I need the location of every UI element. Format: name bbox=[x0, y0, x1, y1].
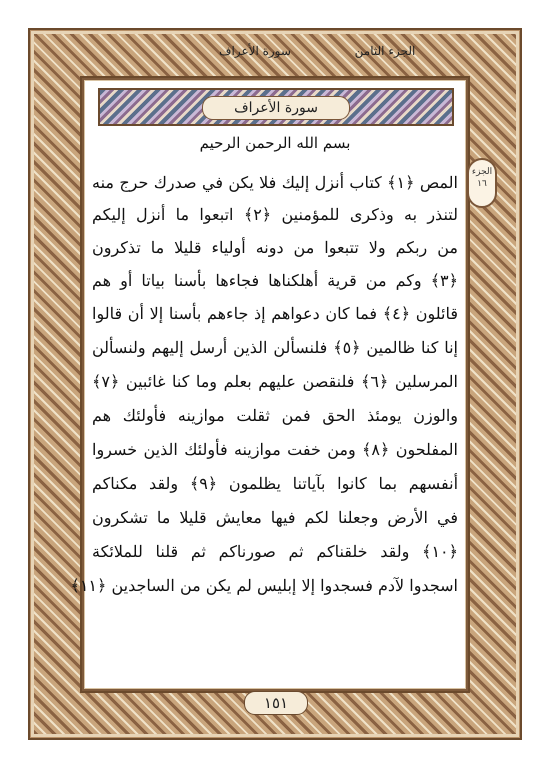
verse-line: ﴿٣﴾ وكم من قرية أهلكناها فجاءها بأسنا بياتا أو هم bbox=[92, 271, 458, 290]
page-number: ١٥١ bbox=[244, 691, 308, 715]
verse-line: المص ﴿١﴾ كتاب أنزل إليك فلا يكن في صدرك حرج منه bbox=[92, 173, 458, 192]
verse-line: ﴿١٠﴾ ولقد خلقناكم ثم صورناكم ثم قلنا للملائكة bbox=[92, 542, 458, 561]
verse-line: المفلحون ﴿٨﴾ ومن خفت موازينه فأولئك الذين خسروا bbox=[92, 440, 458, 459]
verse-line: إنا كنا ظالمين ﴿٥﴾ فلنسألن الذين أرسل إليهم ولنسألن bbox=[92, 338, 459, 357]
surah-title: سورة الأعراف bbox=[202, 96, 350, 120]
verse-line: المرسلين ﴿٦﴾ فلنقصن عليهم بعلم وما كنا غائبين ﴿٧﴾ bbox=[92, 372, 458, 391]
verse-line: من ربكم ولا تتبعوا من دونه أولياء قليلا ما تذكرون bbox=[92, 238, 458, 257]
juz-side-label: الجزء bbox=[471, 167, 493, 177]
surah-header: سورة الأعراف bbox=[219, 44, 291, 58]
verse-line: قائلون ﴿٤﴾ فما كان دعواهم إذ جاءهم بأسنا إلا أن قالوا bbox=[92, 304, 459, 323]
juz-side-marker bbox=[467, 158, 497, 208]
verse-line: اسجدوا لآدم فسجدوا إلا إبليس لم يكن من الساجدين ﴿١١﴾ bbox=[70, 576, 458, 595]
basmala: بسم الله الرحمن الرحيم bbox=[199, 134, 351, 152]
verse-line: لتنذر به وذكرى للمؤمنين ﴿٢﴾ اتبعوا ما أنزل إليكم bbox=[92, 205, 458, 224]
verse-line: أنفسهم بما كانوا بآياتنا يظلمون ﴿٩﴾ ولقد مكناكم bbox=[92, 474, 459, 493]
juz-header: الجزء الثامن bbox=[354, 44, 416, 58]
juz-side-number: ١٦ bbox=[477, 179, 487, 189]
verse-line: في الأرض وجعلنا لكم فيها معايش قليلا ما تشكرون bbox=[92, 508, 458, 527]
verse-line: والوزن يومئذ الحق فمن ثقلت موازينه فأولئك هم bbox=[92, 406, 458, 425]
